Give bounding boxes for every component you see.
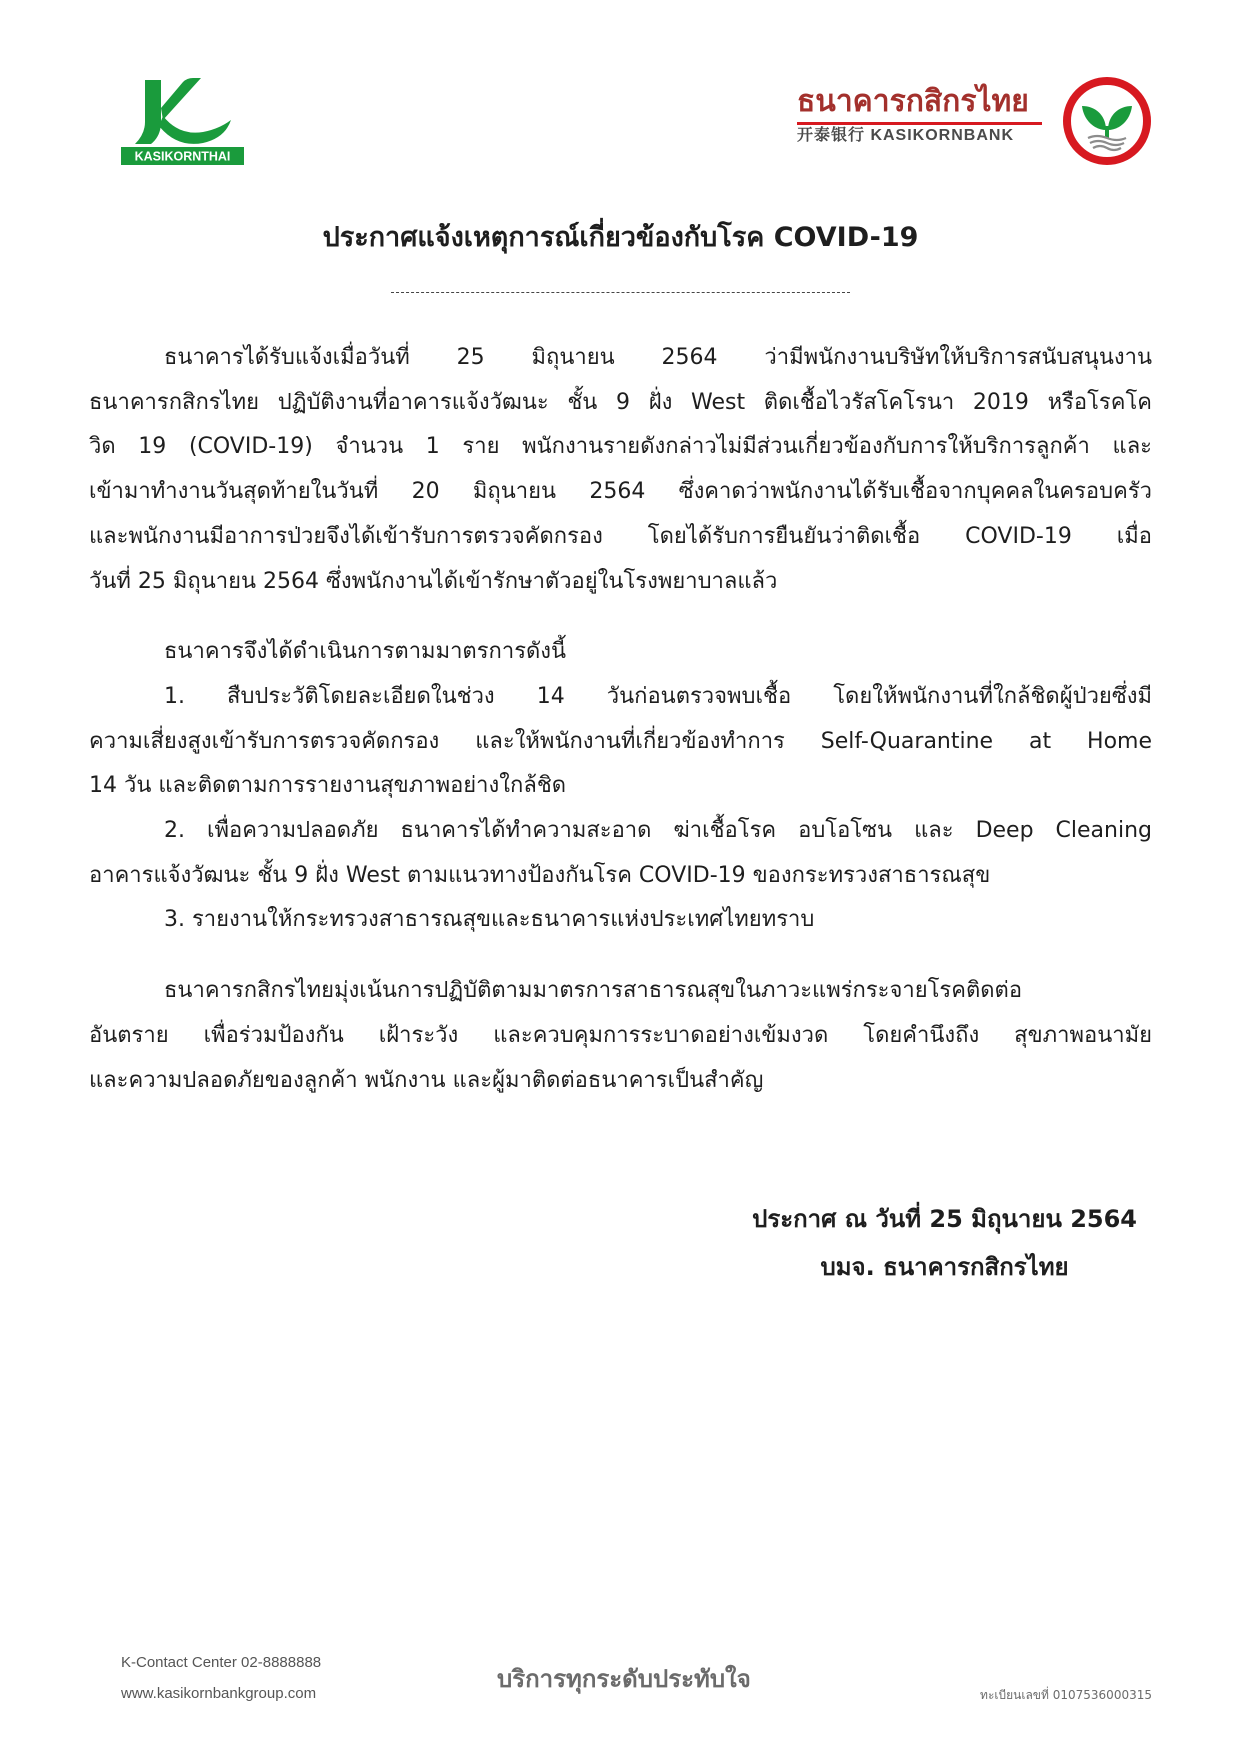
slogan: บริการทุกระดับประทับใจ [497, 1665, 751, 1693]
bank-name-thai: ธนาคารกสิกรไทย [797, 84, 1029, 119]
text-line: 14 วัน และติดตามการรายงานสุขภาพอย่างใกล้ชิด [89, 773, 567, 799]
measure-item-3 [89, 898, 1152, 943]
announcement-body [89, 336, 1152, 1103]
measure-item-2 [89, 809, 1152, 898]
emblem-stem [1105, 126, 1109, 138]
kasikornthai-logo [121, 76, 244, 165]
title-divider [391, 292, 850, 293]
logo-label-text: KASIKORNTHAI [134, 149, 231, 164]
k-mark-upper-arm [161, 78, 201, 120]
k-mark-lower-sweep [159, 116, 231, 144]
measures-intro: ธนาคารจึงได้ดำเนินการตามมาตรการดังนี้ [164, 639, 567, 665]
signature-date: ประกาศ ณ วันที่ 25 มิถุนายน 2564 [752, 1205, 1137, 1233]
signature-block [752, 1195, 1137, 1291]
text-line: ธนาคารได้รับแจ้งเมื่อวันที่ 25 มิถุนายน 2564 ว่ามีพนักงานบริษัทให้บริการสนับสนุนงาน [164, 345, 1152, 370]
text-line: 3. รายงานให้กระทรวงสาธารณสุขและธนาคารแห่งประเทศไทยทราบ [164, 907, 815, 933]
measure-item-1 [89, 675, 1152, 809]
text-line: เข้ามาทำงานวันสุดท้ายในวันที่ 20 มิถุนายน 2564 ซึ่งคาดว่าพนักงานได้รับเชื้อจากบุคคลในครอบครัว [89, 479, 1152, 505]
measures-section [89, 630, 1152, 943]
text-line: ความเสี่ยงสูงเข้ารับการตรวจคัดกรอง และให้พนักงานที่เกี่ยวข้องทำการ Self-Quarantine at Home [89, 728, 1152, 754]
website: www.kasikornbankgroup.com [121, 1685, 317, 1702]
text-line: อาคารแจ้งวัฒนะ ชั้น 9 ฝั่ง West ตามแนวทางป้องกันโรค COVID-19 ของกระทรวงสาธารณสุข [89, 862, 991, 888]
text-line: 1. สืบประวัติโดยละเอียดในช่วง 14 วันก่อนตรวจพบเชื้อ โดยให้พนักงานที่ใกล้ชิดผู้ป่วยซึ่งมี [164, 683, 1152, 709]
text-line: วันที่ 25 มิถุนายน 2564 ซึ่งพนักงานได้เข้ารักษาตัวอยู่ในโรงพยาบาลแล้ว [89, 568, 778, 594]
text-line: อันตราย เพื่อร่วมป้องกัน เฝ้าระวัง และควบคุมการระบาดอย่างเข้มงวด โดยคำนึงถึง สุขภาพอนามัย [89, 1022, 1152, 1048]
k-mark-trunk [135, 80, 161, 144]
paragraph-incident [89, 336, 1152, 604]
signature-company: บมจ. ธนาคารกสิกรไทย [820, 1253, 1069, 1281]
paragraph-commitment [89, 969, 1152, 1103]
kbank-emblem-icon [1062, 76, 1152, 166]
text-line: 2. เพื่อความปลอดภัย ธนาคารได้ทำความสะอาด ฆ่าเชื้อโรค อบโอโซน และ Deep Cleaning [164, 818, 1152, 844]
contact-center: K-Contact Center 02-8888888 [121, 1654, 322, 1671]
kasikornbank-wordmark [797, 82, 1047, 147]
announcement-title: ประกาศแจ้งเหตุการณ์เกี่ยวข้องกับโรค COVID-19 [322, 222, 919, 253]
text-line: และความปลอดภัยของลูกค้า พนักงาน และผู้มาติดต่อธนาคารเป็นสำคัญ [89, 1067, 764, 1093]
text-line: ธนาคารกสิกรไทย ปฏิบัติงานที่อาคารแจ้งวัฒนะ ชั้น 9 ฝั่ง West ติดเชื้อไวรัสโคโรนา 2019 หรือโรคโค [89, 389, 1152, 415]
k-mark-icon [135, 78, 231, 144]
text-line: ธนาคารกสิกรไทยมุ่งเน้นการปฏิบัติตามมาตรการสาธารณสุขในภาวะแพร่กระจายโรคติดต่อ [164, 978, 1023, 1004]
bank-name-sub: 开泰银行 KASIKORNBANK [797, 127, 1015, 144]
text-line: และพนักงานมีอาการป่วยจึงได้เข้ารับการตรวจคัดกรอง โดยได้รับการยืนยันว่าติดเชื้อ COVID-19 เมื่อ [89, 523, 1152, 549]
text-line: วิด 19 (COVID-19) จำนวน 1 ราย พนักงานรายดังกล่าวไม่มีส่วนเกี่ยวข้องกับการให้บริการลูกค้า และ [89, 434, 1152, 460]
registration-number: ทะเบียนเลขที่ 0107536000315 [980, 1688, 1152, 1702]
